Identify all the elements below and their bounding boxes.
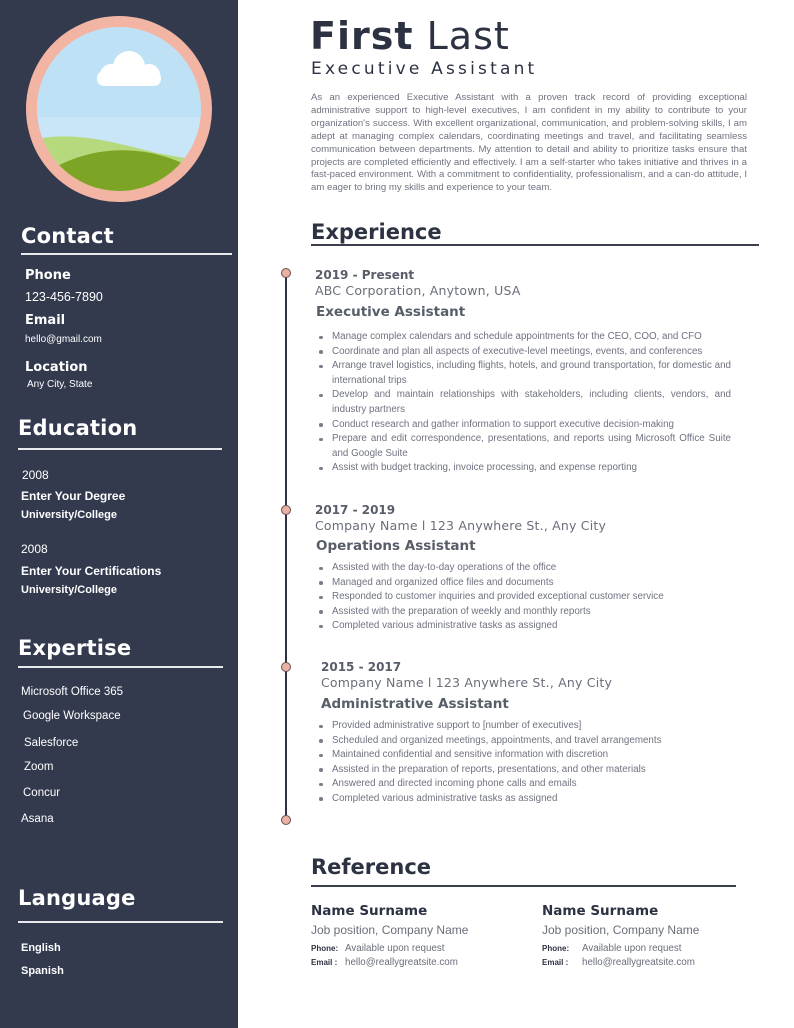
- job-date: 2017 - 2019: [315, 503, 396, 517]
- list-item: Answered and directed incoming phone calls and emails: [315, 777, 731, 792]
- reference-position: Job position, Company Name: [311, 923, 469, 937]
- contact-divider: [21, 253, 232, 255]
- timeline-dot: [281, 268, 291, 278]
- reference-email: [311, 957, 531, 968]
- full-name: [310, 14, 510, 58]
- language-item: English: [21, 942, 61, 954]
- expertise-item: Google Workspace: [23, 710, 121, 722]
- reference-name: Name Surname: [542, 903, 659, 919]
- expertise-item: Concur: [23, 787, 61, 799]
- phone-label: Phone: [25, 268, 71, 283]
- list-item: Assist with budget tracking, invoice processing, and expense reporting: [315, 461, 731, 476]
- list-item: Responded to customer inquiries and provided exceptional customer service: [315, 590, 731, 605]
- last-name: Last: [426, 14, 510, 58]
- expertise-item: Zoom: [24, 761, 54, 773]
- landscape-photo-icon: [37, 27, 201, 191]
- education-degree: Enter Your Degree: [21, 489, 126, 503]
- sidebar: [0, 0, 238, 1028]
- list-item: Provided administrative support to [number of executives]: [315, 719, 731, 734]
- reference-card: [311, 903, 531, 968]
- reference-email-label: Email :: [311, 958, 338, 967]
- language-heading: Language: [18, 886, 136, 910]
- job-bullets: [315, 561, 731, 634]
- job-company: Company Name l 123 Anywhere St., Any City: [315, 518, 607, 533]
- job-date: 2019 - Present: [315, 268, 415, 282]
- reference-heading: Reference: [311, 855, 432, 879]
- timeline-dot: [281, 815, 291, 825]
- job-company: ABC Corporation, Anytown, USA: [315, 283, 521, 298]
- education-divider: [18, 448, 222, 450]
- job-date: 2015 - 2017: [321, 660, 402, 674]
- reference-card: [542, 903, 762, 968]
- reference-phone: [311, 943, 531, 954]
- list-item: Assisted in the preparation of reports, presentations, and other materials: [315, 763, 731, 778]
- profile-photo: [26, 16, 212, 202]
- reference-email-label: Email :: [542, 958, 569, 967]
- list-item: Scheduled and organized meetings, appointments, and travel arrangements: [315, 734, 731, 749]
- reference-phone: [542, 943, 762, 954]
- reference-email: [542, 957, 762, 968]
- list-item: Conduct research and gather information to support executive decision-making: [315, 418, 731, 433]
- job-role: Administrative Assistant: [321, 696, 509, 712]
- list-item: Assisted with the day-to-day operations of the office: [315, 561, 731, 576]
- education-school: University/College: [21, 509, 117, 521]
- reference-divider: [311, 885, 736, 887]
- list-item: Managed and organized office files and documents: [315, 576, 731, 591]
- first-name: First: [310, 14, 414, 58]
- contact-heading: Contact: [21, 224, 114, 248]
- reference-phone-label: Phone:: [311, 944, 339, 953]
- job-company: Company Name l 123 Anywhere St., Any City: [321, 675, 613, 690]
- expertise-item: Asana: [21, 813, 54, 825]
- job-title: Executive Assistant: [311, 59, 538, 79]
- list-item: Maintained confidential and sensitive information with discretion: [315, 748, 731, 763]
- job-bullets: [315, 719, 731, 807]
- job-role: Operations Assistant: [316, 538, 476, 554]
- location-label: Location: [25, 360, 88, 375]
- timeline-dot: [281, 505, 291, 515]
- list-item: Prepare and edit correspondence, presentations, and reports using Microsoft Office Suite and Google Suite: [315, 432, 731, 461]
- list-item: Completed various administrative tasks as assigned: [315, 792, 731, 807]
- expertise-heading: Expertise: [18, 636, 132, 660]
- email-label: Email: [25, 313, 66, 328]
- education-heading: Education: [18, 416, 138, 440]
- reference-email-value: hello@reallygreatsite.com: [582, 957, 695, 968]
- list-item: Arrange travel logistics, including flights, hotels, and ground transportation, for domestic and international trips: [315, 359, 731, 388]
- phone-value: 123-456-7890: [25, 290, 103, 304]
- list-item: Coordinate and plan all aspects of executive-level meetings, events, and conferences: [315, 345, 731, 360]
- expertise-item: Salesforce: [24, 737, 79, 749]
- reference-phone-value: Available upon request: [582, 943, 682, 954]
- experience-divider: [311, 244, 759, 246]
- experience-heading: Experience: [311, 220, 442, 244]
- education-year: 2008: [22, 468, 49, 482]
- job-bullets: [315, 330, 731, 476]
- expertise-divider: [18, 666, 223, 668]
- education-year: 2008: [21, 542, 48, 556]
- reference-phone-value: Available upon request: [345, 943, 445, 954]
- job-role: Executive Assistant: [316, 304, 466, 320]
- education-degree: Enter Your Certifications: [21, 564, 162, 578]
- reference-name: Name Surname: [311, 903, 428, 919]
- timeline-line: [285, 272, 287, 820]
- profile-summary: As an experienced Executive Assistant with a proven track record of providing exceptional administrative support to high-level executives, I am confident in my ability to contribute to your organization's success. With excellent organizational, communication, and problem-solving skills, I am adept at managing complex calendars, coordinating meetings and travel, and facilitating seamless communication between departments. My attention to detail and ability to prioritize tasks ensure that projects are completed efficiently and effectively. I am a self-starter who takes initiative and thrives in a fast-paced environment. With a commitment to confidentiality, professionalism, and a can-do attitude, I am eager to bring my skills and experience to your team.: [311, 92, 747, 194]
- language-divider: [18, 921, 223, 923]
- reference-email-value: hello@reallygreatsite.com: [345, 957, 458, 968]
- education-school: University/College: [21, 584, 117, 596]
- list-item: Develop and maintain relationships with stakeholders, including clients, vendors, and industry partners: [315, 388, 731, 417]
- reference-position: Job position, Company Name: [542, 923, 700, 937]
- timeline-dot: [281, 662, 291, 672]
- email-value: hello@gmail.com: [25, 334, 102, 345]
- language-item: Spanish: [21, 965, 64, 977]
- list-item: Manage complex calendars and schedule appointments for the CEO, COO, and CFO: [315, 330, 731, 345]
- list-item: Completed various administrative tasks as assigned: [315, 619, 731, 634]
- reference-phone-label: Phone:: [542, 944, 570, 953]
- list-item: Assisted with the preparation of weekly and monthly reports: [315, 605, 731, 620]
- location-value: Any City, State: [27, 379, 93, 390]
- expertise-item: Microsoft Office 365: [21, 686, 124, 698]
